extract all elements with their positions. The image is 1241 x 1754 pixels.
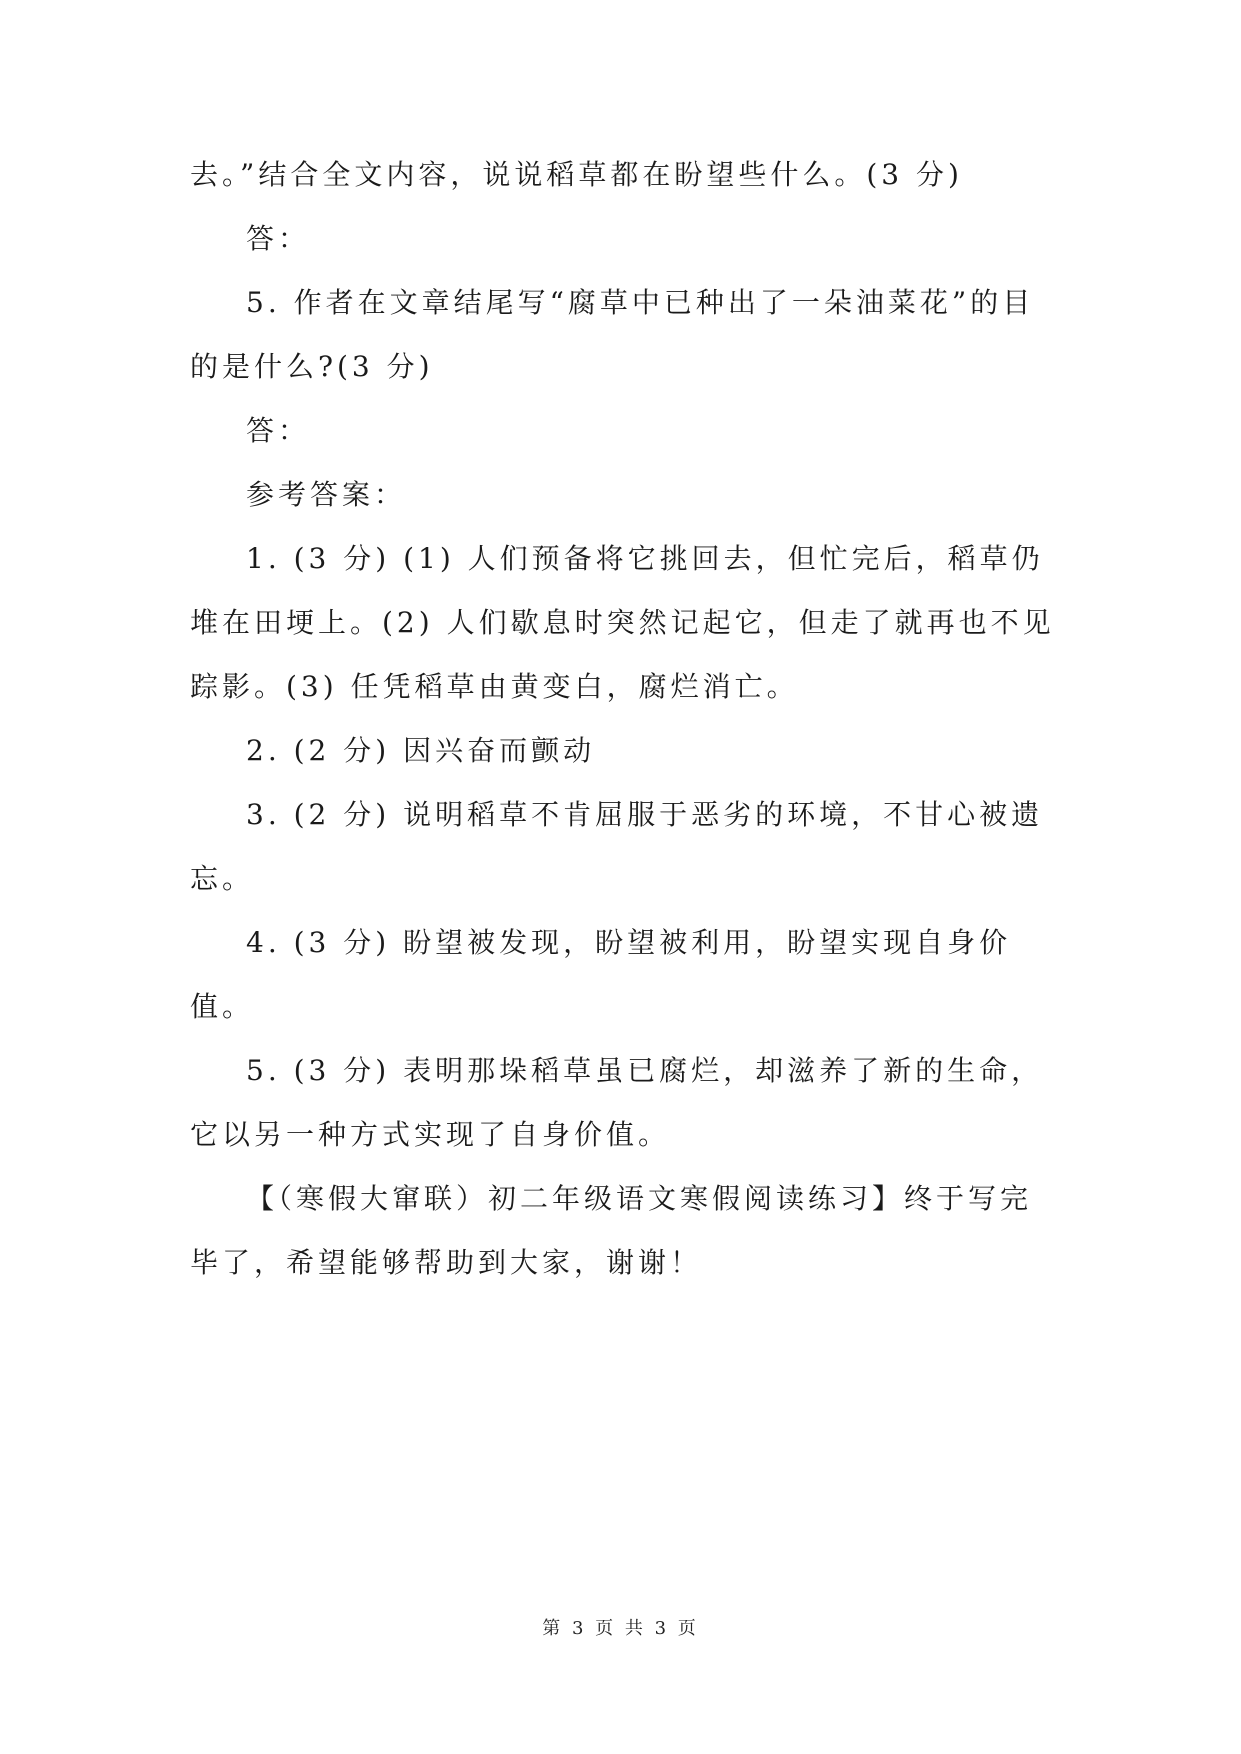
reference-answers-heading: 参考答案：: [246, 478, 407, 511]
closing-remark: 【（寒假大窜联）初二年级语文寒假阅读练习】终于写完毕了，希望能够帮助到大家，谢谢！: [190, 1182, 1033, 1279]
answer-blank-5: 答：: [246, 414, 311, 447]
paragraph-question-5: 5. 作者在文章结尾写“腐草中已种出了一朵油菜花”的目的是什么?(3 分): [190, 286, 1035, 383]
reference-answer-1: 1. (3 分) (1) 人们预备将它挑回去，但忙完后，稻草仍堆在田埂上。(2) 人们歇息时突然记起它，但走了就再也不见踪影。(3) 任凭稻草由黄变白，腐烂消亡。: [190, 542, 1055, 703]
page-number-footer: 第 3 页 共 3 页: [542, 1618, 699, 1639]
paragraph-question-4-tail: 去。”结合全文内容，说说稻草都在盼望些什么。(3 分): [190, 158, 963, 191]
answer-blank-4: 答：: [246, 222, 311, 255]
reference-answer-3: 3. (2 分) 说明稻草不肯屈服于恶劣的环境，不甘心被遗忘。: [190, 798, 1044, 895]
reference-answer-2: 2. (2 分) 因兴奋而颤动: [246, 734, 596, 767]
document-body: [190, 143, 1060, 1295]
reference-answer-5: 5. (3 分) 表明那垛稻草虽已腐烂，却滋养了新的生命，它以另一种方式实现了自身价值。: [190, 1054, 1044, 1151]
reference-answer-4: 4. (3 分) 盼望被发现，盼望被利用，盼望实现自身价值。: [190, 926, 1012, 1023]
